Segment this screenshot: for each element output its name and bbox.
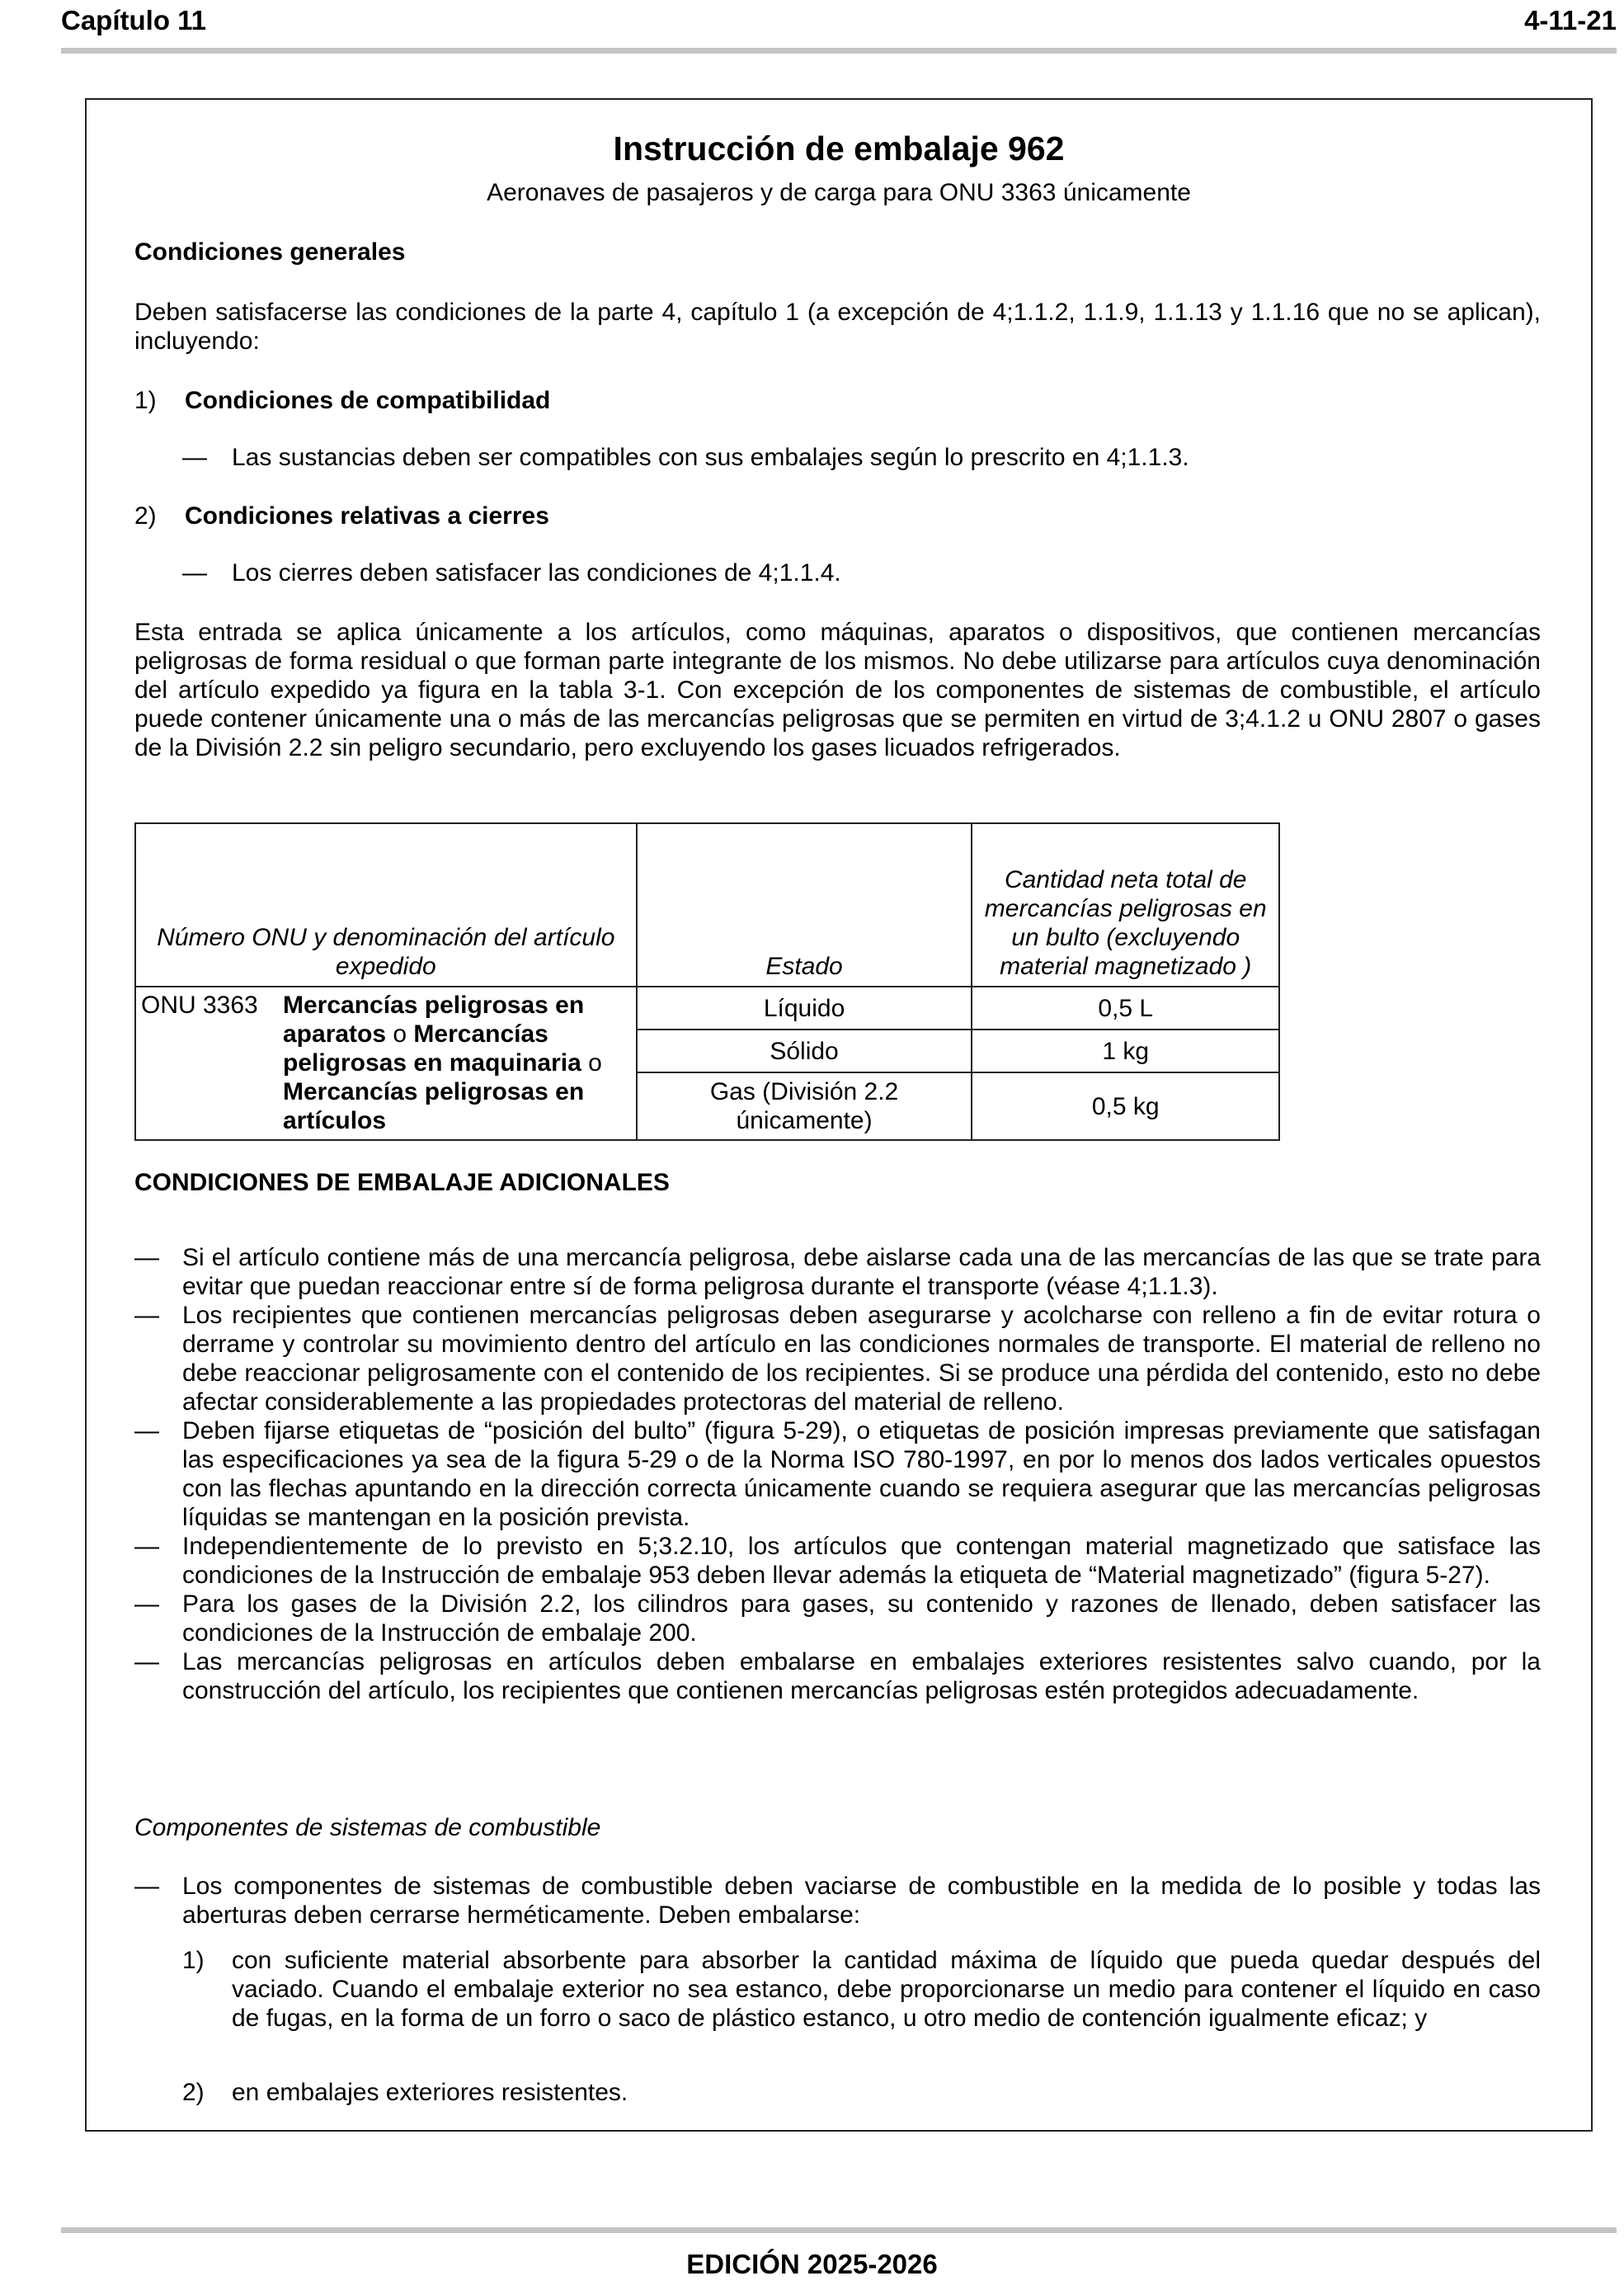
list-item: [134, 1416, 1541, 1532]
instruction-title: Instrucción de embalaje 962: [613, 130, 1065, 167]
item-2-number: 2): [134, 502, 157, 530]
fuel-subitem-2-text: en embalajes exteriores resistentes.: [232, 2079, 628, 2106]
list-dash: —: [134, 1873, 159, 1900]
fuel-subitem-2: [182, 2078, 1541, 2107]
state-cell: Gas (División 2.2 únicamente): [637, 1072, 972, 1140]
item-1-heading: Condiciones de compatibilidad: [185, 387, 551, 414]
list-dash: —: [134, 1648, 159, 1675]
general-conditions-intro: Deben satisfacerse las condiciones de la parte 4, capítulo 1 (a excepción de 4;1.1.2, 1.1.9, 1.1.13 y 1.1.16 que no se aplican), incluyendo:: [134, 299, 1541, 355]
table-row: [135, 987, 1279, 1030]
additional-conditions-heading: CONDICIONES DE EMBALAJE ADICIONALES: [134, 1169, 670, 1196]
shipping-name-connector-1: o: [386, 1020, 414, 1048]
list-item-text: Los recipientes que contienen mercancías peligrosas deben asegurarse y acolcharse con relleno a fin de evitar rotura o derrame y controlar su movimiento dentro del artículo en las condiciones normales de transporte. El material de relleno no debe reaccionar peligrosamente con el contenido de los recipientes. Si se produce una pérdida del contenido, esto no debe afectar considerablemente a las propiedades protectoras del material de relleno.: [182, 1302, 1541, 1416]
shipping-name-connector-2: o: [581, 1049, 602, 1077]
list-item: [134, 1590, 1541, 1647]
un-number: ONU 3363: [141, 992, 258, 1019]
un-entry-cell: [135, 987, 637, 1140]
shipping-name-part-3: Mercancías peligrosas en artículos: [283, 1078, 585, 1134]
header-rule: [61, 48, 1617, 54]
list-dash: —: [134, 1533, 159, 1560]
edition-footer: EDICIÓN 2025-2026: [686, 2249, 938, 2279]
item-1-number: 1): [134, 387, 157, 414]
fuel-subitem-1-text: con suficiente material absorbente para absorber la cantidad máxima de líquido que pueda quedar después del vaciado. Cuando el embalaje exterior no sea estanco, debe proporcionarse un medio para contener el líquido en caso de fugas, en la forma de un forro o saco de plástico estanco, u otro medio de contención igualmente eficaz; y: [232, 1947, 1541, 2032]
fuel-components-item: [134, 1872, 1541, 1930]
list-item: [134, 1301, 1541, 1416]
quantity-cell: 0,5 kg: [972, 1072, 1279, 1140]
state-cell: Líquido: [637, 987, 972, 1030]
footer-rule: [61, 2227, 1617, 2233]
quantity-cell: 0,5 L: [972, 987, 1279, 1030]
state-cell: Sólido: [637, 1030, 972, 1072]
additional-conditions-list: [134, 1243, 1541, 1705]
fuel-subitem-1: [182, 1946, 1541, 2033]
list-item-text: Si el artículo contiene más de una mercancía peligrosa, debe aislarse cada una de las mercancías de las que se trate para evitar que puedan reaccionar entre sí de forma peligrosa durante el transporte (véase 4;1.1.3).: [182, 1244, 1541, 1300]
quantity-cell: 1 kg: [972, 1030, 1279, 1072]
packing-instruction-box: [85, 98, 1593, 2132]
list-item-text: Independientemente de lo previsto en 5;3.2.10, los artículos que contengan material magnetizado que satisface las condiciones de la Instrucción de embalaje 953 deben llevar además la etiqueta de “Material magnetizado” (figura 5-27).: [182, 1533, 1541, 1589]
list-dash: —: [134, 1302, 159, 1329]
item-1-text: Las sustancias deben ser compatibles con sus embalajes según lo prescrito en 4;1.1.3.: [232, 444, 1189, 471]
shipping-name-part-1: Mercancías peligrosas en aparatos: [283, 992, 585, 1048]
item-2-text: Los cierres deben satisfacer las condiciones de 4;1.1.4.: [232, 559, 841, 587]
list-dash: —: [134, 1590, 159, 1618]
shipping-name-part-2: Mercancías peligrosas en maquinaria: [283, 1020, 581, 1077]
col-header-un: Número ONU y denominación del artículo expedido: [135, 823, 637, 987]
list-item: [134, 1647, 1541, 1705]
fuel-subitem-1-number: 1): [182, 1947, 205, 1974]
col-header-quantity: Cantidad neta total de mercancías peligrosas en un bulto (excluyendo material magnetizado ): [972, 823, 1279, 987]
list-item-text: Deben fijarse etiquetas de “posición del bulto” (figura 5-29), o etiquetas de posición impresas previamente que satisfagan las especificaciones ya sea de la figura 5-29 o de la Norma ISO 780-1997, en por lo menos dos lados verticales opuestos con las flechas apuntando en la dirección correcta únicamente cuando se requiera asegurar que las mercancías peligrosas líquidas se mantengan en la posición prevista.: [182, 1417, 1541, 1531]
list-dash: —: [134, 1244, 159, 1271]
list-item: [134, 1243, 1541, 1301]
scope-paragraph: Esta entrada se aplica únicamente a los artículos, como máquinas, aparatos o dispositivos, que contienen mercancías peligrosas de forma residual o que forman parte integrante de los mismos. No debe utilizarse para artículos cuya denominación del artículo expedido ya figura en la tabla 3-1. Con excepción de los componentes de sistemas de combustible, el artículo puede contener únicamente una o más de las mercancías peligrosas que se permiten en virtud de 3;4.1.2 u ONU 2807 o gases de la División 2.2 sin peligro secundario, pero excluyendo los gases licuados refrigerados.: [134, 619, 1541, 761]
col-header-state: Estado: [637, 823, 972, 987]
fuel-components-heading: Componentes de sistemas de combustible: [134, 1814, 601, 1841]
page-header: [61, 0, 1617, 46]
list-item-text: Las mercancías peligrosas en artículos deben embalarse en embalajes exteriores resistentes salvo cuando, por la construcción del artículo, los recipientes que contienen mercancías peligrosas estén protegidos adecuadamente.: [182, 1648, 1541, 1704]
chapter-label: Capítulo 11: [61, 5, 207, 35]
general-conditions-heading: Condiciones generales: [134, 238, 406, 266]
instruction-subtitle: Aeronaves de pasajeros y de carga para ONU 3363 únicamente: [487, 179, 1191, 206]
quantity-table: [134, 822, 1280, 1141]
item-2-heading: Condiciones relativas a cierres: [185, 502, 549, 530]
item-1-dash: —: [182, 444, 207, 471]
list-item-text: Para los gases de la División 2.2, los cilindros para gases, su contenido y razones de llenado, deben satisfacer las condiciones de la Instrucción de embalaje 200.: [182, 1590, 1541, 1647]
fuel-subitem-2-number: 2): [182, 2079, 205, 2106]
table-header-row: [135, 823, 1279, 987]
shipping-name: [283, 991, 621, 1135]
list-item: [134, 1532, 1541, 1590]
list-dash: —: [134, 1417, 159, 1444]
page-reference: 4-11-21: [1524, 5, 1617, 35]
fuel-components-text: Los componentes de sistemas de combustible deben vaciarse de combustible en la medida de lo posible y todas las aberturas deben cerrarse herméticamente. Deben embalarse:: [182, 1873, 1541, 1929]
item-2-dash: —: [182, 559, 207, 587]
